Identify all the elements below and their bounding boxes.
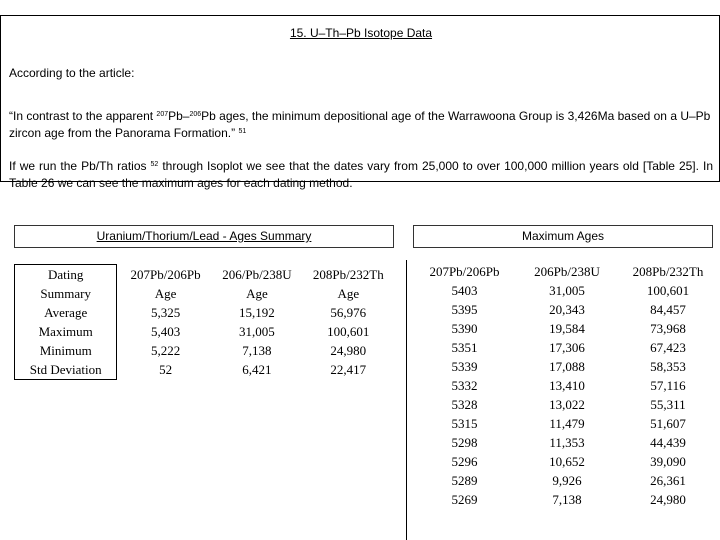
table-cell: 57,116	[650, 378, 686, 393]
summary-table-title: Uranium/Thorium/Lead - Ages Summary	[14, 225, 394, 248]
isoplot-text: If we run the Pb/Th ratios $^{52}$ through Isoplot we see that the dates vary from 25,000 to over 100,000 million years old [Table 25]. In Table 26 we can see the maximum ages for each dating method.	[9, 159, 713, 190]
row-labels-column	[15, 265, 117, 380]
table-cell: 13,022	[549, 397, 585, 412]
table-cell: 31,005	[549, 283, 585, 298]
table-cell: 10,652	[549, 454, 585, 469]
table-cell: 100,601	[327, 323, 370, 339]
table-cell: 9,926	[552, 473, 582, 488]
intro-text: According to the article:	[9, 66, 135, 80]
pb208-th232-column	[303, 265, 394, 380]
pb206-u238-column	[211, 265, 302, 380]
table-cell: 24,980	[650, 492, 686, 507]
table-cell: 5,222	[150, 342, 181, 358]
row-label: Minimum	[39, 343, 92, 358]
table-cell: 5296	[451, 454, 478, 469]
table-cell: 11,479	[549, 416, 585, 431]
table-cell: 39,090	[650, 454, 686, 469]
table-cell: 52	[159, 361, 173, 377]
table-row	[413, 433, 718, 452]
table-row	[413, 376, 718, 395]
table-cell: 17,088	[549, 359, 585, 374]
article-quote: “In contrast to the apparent $^{207}$Pb–$^{206}$Pb ages, the minimum depositional age of the Warrawoona Group is 3,426Ma based on a U–Pb zircon age from the Panorama Formation.” $^{51}$	[9, 109, 711, 140]
footnote-ref-52: 52	[150, 161, 159, 168]
table-row	[413, 338, 718, 357]
table-row	[413, 319, 718, 338]
table-cell: 5315	[451, 416, 478, 431]
table-cell: 84,457	[650, 302, 686, 317]
table-cell: 5328	[451, 397, 478, 412]
table-cell: 44,439	[650, 435, 686, 450]
table-cell: 15,192	[239, 304, 275, 320]
header-row	[413, 262, 718, 281]
column-header: 208Pb/232Th	[312, 266, 384, 282]
table-cell: 55,311	[650, 397, 686, 412]
row-label: Dating	[48, 267, 84, 282]
table-cell: 5,403	[150, 323, 181, 339]
table-cell: 13,410	[549, 378, 585, 393]
table-cell: 67,423	[650, 340, 686, 355]
section-title: 15. U–Th–Pb Isotope Data	[289, 26, 433, 40]
table-cell: 5269	[451, 492, 478, 507]
table-cell: 56,976	[330, 304, 367, 320]
table-row	[413, 395, 718, 414]
table-cell: 58,353	[650, 359, 686, 374]
table-row	[413, 471, 718, 490]
table-cell: 5395	[451, 302, 478, 317]
row-label: Average	[44, 305, 88, 320]
row-label: Maximum	[38, 324, 93, 339]
table-cell: 5351	[451, 340, 478, 355]
footnote-ref-51: 51	[238, 128, 247, 135]
table-cell: 5390	[451, 321, 478, 336]
column-divider	[406, 260, 407, 540]
ages-summary-table	[14, 264, 394, 380]
table-cell: 19,584	[549, 321, 585, 336]
table-row	[413, 490, 718, 509]
maximum-ages-table	[413, 262, 718, 509]
column-header: 207Pb/206Pb	[429, 264, 500, 279]
table-row	[413, 281, 718, 300]
column-subheader: Age	[337, 285, 360, 301]
column-header: 208Pb/232Th	[632, 264, 704, 279]
column-header: 206/Pb/238U	[222, 266, 292, 282]
row-label: Summary	[40, 286, 91, 301]
table-cell: 22,417	[330, 361, 367, 377]
row-label: Std Deviation	[29, 362, 102, 377]
table-cell: 5339	[451, 359, 478, 374]
maximum-ages-title: Maximum Ages	[413, 225, 713, 248]
table-cell: 31,005	[239, 323, 275, 339]
table-cell: 20,343	[549, 302, 585, 317]
table-cell: 26,361	[650, 473, 686, 488]
table-cell: 51,607	[650, 416, 686, 431]
table-cell: 5298	[451, 435, 478, 450]
table-cell: 24,980	[330, 342, 367, 358]
table-cell: 5332	[451, 378, 478, 393]
table-cell: 100,601	[646, 283, 690, 298]
info-panel	[0, 15, 720, 190]
table-cell: 5403	[451, 283, 478, 298]
column-subheader: Age	[154, 285, 177, 301]
column-subheader: Age	[246, 285, 268, 301]
table-cell: 7,138	[552, 492, 582, 507]
table-cell: 5289	[451, 473, 478, 488]
table-cell: 73,968	[650, 321, 686, 336]
column-header: 207Pb/206Pb	[130, 266, 201, 282]
table-row	[413, 452, 718, 471]
table-cell: 11,353	[549, 435, 585, 450]
table-cell: 17,306	[549, 340, 585, 355]
table-cell: 6,421	[242, 361, 272, 377]
table-row	[413, 414, 718, 433]
table-row	[413, 300, 718, 319]
column-header: 206Pb/238U	[534, 264, 600, 279]
table-cell: 7,138	[242, 342, 272, 358]
table-cell: 5,325	[150, 304, 181, 320]
table-row	[413, 357, 718, 376]
pb207-pb206-column	[120, 265, 211, 380]
